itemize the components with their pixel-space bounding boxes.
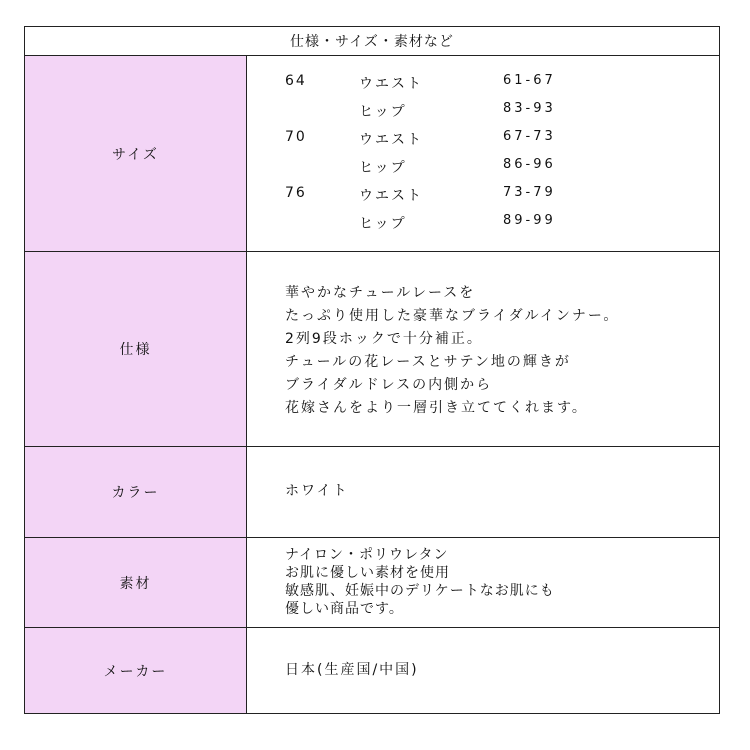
- size-number: 70: [285, 129, 307, 145]
- spec-label: 仕様: [25, 252, 247, 446]
- spec-values: [247, 252, 719, 446]
- spec-line: ブライダルドレスの内側から: [285, 377, 493, 393]
- spec-line: 花嫁さんをより一層引き立ててくれます。: [285, 400, 588, 416]
- material-description: [285, 546, 555, 618]
- size-range: 61-67: [503, 73, 556, 88]
- color-value: ホワイト: [285, 483, 349, 499]
- spec-line: たっぷり使用した豪華なブライダルインナー。: [285, 308, 620, 324]
- table-title: 仕様・サイズ・素材など: [25, 27, 719, 56]
- material-line: 優しい商品です。: [285, 601, 404, 617]
- color-row: [25, 447, 719, 538]
- spec-line: チュールの花レースとサテン地の輝きが: [285, 354, 571, 370]
- size-measure-part: ヒップ: [359, 104, 407, 120]
- size-number: 64: [285, 73, 307, 89]
- spec-table: [24, 26, 720, 714]
- spec-line: 華やかなチュールレースを: [285, 285, 476, 301]
- size-label: サイズ: [25, 56, 247, 251]
- size-measure-part: ウエスト: [359, 76, 423, 92]
- size-range: 67-73: [503, 129, 556, 144]
- size-range: 86-96: [503, 157, 556, 172]
- size-values: [247, 56, 719, 251]
- material-values: [247, 538, 719, 627]
- size-range: 89-99: [503, 213, 556, 228]
- color-label: カラー: [25, 447, 247, 537]
- size-range: 83-93: [503, 101, 556, 116]
- material-line: 敏感肌、妊娠中のデリケートなお肌にも: [285, 583, 555, 599]
- maker-row: [25, 628, 719, 713]
- material-row: [25, 538, 719, 628]
- maker-label: メーカー: [25, 628, 247, 713]
- maker-values: [247, 628, 719, 713]
- spec-line: 2列9段ホックで十分補正。: [285, 331, 483, 347]
- size-range: 73-79: [503, 185, 556, 200]
- material-line: お肌に優しい素材を使用: [285, 565, 450, 581]
- size-measure-part: ウエスト: [359, 132, 423, 148]
- spec-description: [285, 282, 619, 420]
- material-label: 素材: [25, 538, 247, 627]
- size-measure-part: ヒップ: [359, 160, 407, 176]
- size-number: 76: [285, 185, 307, 201]
- material-line: ナイロン・ポリウレタン: [285, 547, 449, 563]
- size-measure-part: ヒップ: [359, 216, 407, 232]
- spec-row: [25, 252, 719, 447]
- maker-value: 日本(生産国/中国): [285, 662, 419, 678]
- size-measure-part: ウエスト: [359, 188, 423, 204]
- color-values: [247, 447, 719, 537]
- size-row: [25, 56, 719, 252]
